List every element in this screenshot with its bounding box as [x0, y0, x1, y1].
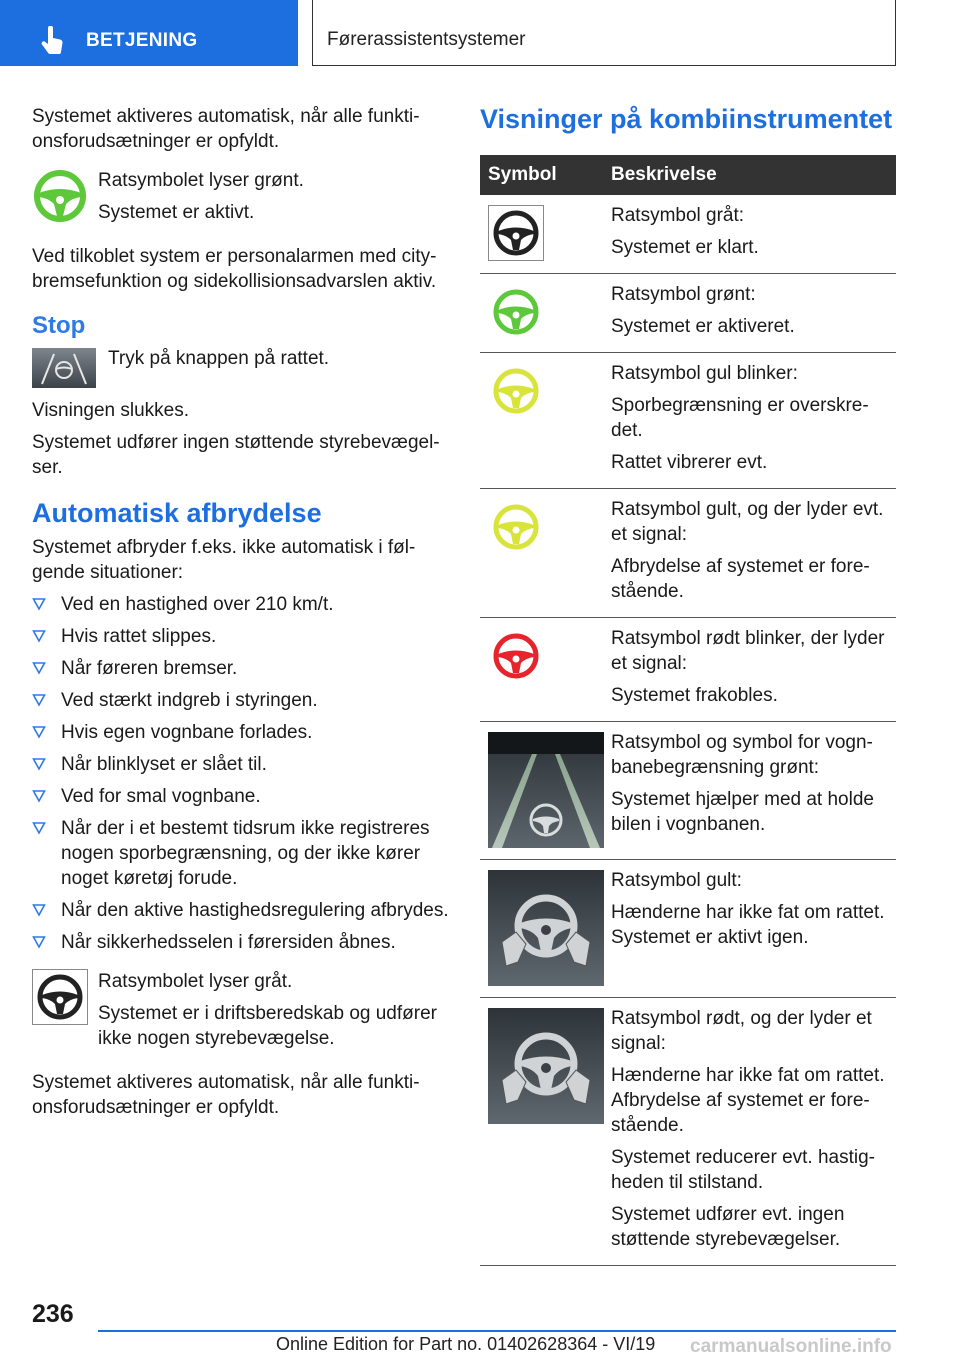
section-title: Førerassistentsystemer — [327, 29, 526, 50]
list-item-text: Ved for smal vognbane. — [61, 786, 261, 807]
gray-indicator-block — [32, 969, 450, 1058]
description-line: Rattet vibrerer evt. — [611, 452, 768, 473]
description-cell — [611, 203, 896, 267]
description-line: Hænderne har ikke fat om rattet. Afbrydelse af systemet er fore-stående. — [611, 1065, 885, 1136]
description-cell — [611, 626, 896, 715]
description-line: Systemet reducerer evt. hastig-heden til stilstand. — [611, 1147, 875, 1193]
steering-wheel-gray-icon — [32, 969, 88, 1025]
list-item-text: Hvis rattet slippes. — [61, 626, 217, 647]
description-line: Ratsymbol gult, og der lyder evt. et signal: — [611, 499, 884, 545]
table-body — [480, 195, 896, 1266]
page-number: 236 — [32, 1300, 74, 1328]
stop-block — [32, 348, 450, 388]
green-indicator-line-2: Systemet er aktivt. — [98, 202, 255, 223]
chapter-tab[interactable] — [0, 0, 298, 66]
list-item-text: Når der i et bestemt tidsrum ikke registreres nogen sporbegrænsning, og der ikke kører noget køretøj forude. — [61, 818, 430, 889]
description-line: Systemet hjælper med at holde bilen i vognbanen. — [611, 789, 874, 835]
list-item — [32, 752, 450, 777]
description-line: Ratsymbol grønt: — [611, 284, 756, 305]
symbol-cell — [480, 282, 611, 346]
symbol-cell — [480, 361, 611, 482]
triangle-bullet-icon — [32, 597, 46, 611]
situation-list — [32, 592, 450, 955]
table-row — [480, 195, 896, 274]
list-item-text: Hvis egen vognbane forlades. — [61, 722, 313, 743]
description-line: Sporbegrænsning er overskre-det. — [611, 395, 869, 441]
triangle-bullet-icon — [32, 935, 46, 949]
steering-wheel-gray-icon — [488, 205, 544, 266]
steering-wheel-red-icon — [488, 628, 544, 689]
gray-indicator-line-2: Systemet er i driftsberedskab og udfører ikke nogen styrebevægelse. — [98, 1003, 437, 1049]
description-line: Ratsymbol og symbol for vogn-banebegrænsning grønt: — [611, 732, 873, 778]
triangle-bullet-icon — [32, 629, 46, 643]
description-cell — [611, 282, 896, 346]
list-item — [32, 688, 450, 713]
table-row — [480, 618, 896, 722]
triangle-bullet-icon — [32, 725, 46, 739]
chapter-label: BETJENING — [86, 30, 198, 51]
list-item-text: Ved stærkt indgreb i styringen. — [61, 690, 318, 711]
hands-off-red-icon — [488, 1008, 604, 1129]
list-item-text: Når den aktive hastighedsregulering afbrydes. — [61, 900, 449, 921]
footer-rule — [98, 1330, 896, 1332]
auto-heading: Automatisk afbrydelse — [32, 498, 322, 528]
description-line: Systemet udfører evt. ingen støttende styrebevægelser. — [611, 1204, 845, 1250]
symbol-cell — [480, 203, 611, 267]
description-line: Systemet er aktiveret. — [611, 316, 795, 337]
table-row — [480, 860, 896, 998]
table-row — [480, 489, 896, 618]
gray-indicator-line-1: Ratsymbolet lyser gråt. — [98, 971, 293, 992]
description-cell — [611, 361, 896, 482]
edition-text: Online Edition for Part no. 01402628364 - VI/19 — [276, 1334, 656, 1354]
list-item — [32, 656, 450, 681]
green-indicator-block — [32, 168, 450, 232]
steering-assist-button-icon[interactable] — [32, 348, 96, 388]
description-line: Ratsymbol rødt blinker, der lyder et signal: — [611, 628, 885, 674]
steering-wheel-green-icon — [32, 168, 88, 224]
description-cell — [611, 1006, 896, 1259]
triangle-bullet-icon — [32, 903, 46, 917]
symbol-cell — [480, 730, 611, 853]
list-item-text: Når sikkerhedsselen i førersiden åbnes. — [61, 932, 396, 953]
right-column — [480, 104, 896, 1266]
triangle-bullet-icon — [32, 661, 46, 675]
list-item — [32, 720, 450, 745]
symbol-cell — [480, 1006, 611, 1259]
table-header — [480, 155, 896, 195]
symbol-cell — [480, 626, 611, 715]
list-item-text: Når blinklyset er slået til. — [61, 754, 267, 775]
list-item — [32, 898, 450, 923]
watermark: carmanualsonline.info — [690, 1336, 892, 1357]
description-line: Hænderne har ikke fat om rattet. Systemet er aktivt igen. — [611, 902, 885, 948]
triangle-bullet-icon — [32, 789, 46, 803]
stop-heading: Stop — [32, 312, 86, 339]
list-item-text: Når føreren bremser. — [61, 658, 238, 679]
triangle-bullet-icon — [32, 693, 46, 707]
green-indicator-line-1: Ratsymbolet lyser grønt. — [98, 170, 304, 191]
table-row — [480, 274, 896, 353]
stop-instruction: Tryk på knappen på rattet. — [108, 348, 330, 369]
hands-off-yellow-icon — [488, 870, 604, 991]
outro-text: Systemet aktiveres automatisk, når alle funkti-onsforudsætninger er opfyldt. — [32, 1072, 420, 1118]
list-item — [32, 930, 450, 955]
description-line: Ratsymbol gult: — [611, 870, 742, 891]
hand-pointer-icon — [40, 26, 66, 56]
description-line: Afbrydelse af systemet er fore-stående. — [611, 556, 870, 602]
section-title-box — [312, 0, 896, 66]
left-column — [32, 104, 450, 1127]
stop-result-2: Systemet udfører ingen støttende styrebevægel-ser. — [32, 432, 440, 478]
description-line: Systemet er klart. — [611, 237, 759, 258]
list-item-text: Ved en hastighed over 210 km/t. — [61, 594, 334, 615]
list-item — [32, 816, 450, 891]
after-green-text: Ved tilkoblet system er personalarmen med city-bremsefunktion og sidekollisionsadvarslen aktiv. — [32, 246, 437, 292]
triangle-bullet-icon — [32, 821, 46, 835]
table-heading: Visninger på kombiinstrumentet — [480, 104, 893, 134]
description-line: Ratsymbol gråt: — [611, 205, 745, 226]
description-cell — [611, 730, 896, 853]
table-row — [480, 722, 896, 860]
list-item — [32, 784, 450, 809]
triangle-bullet-icon — [32, 757, 46, 771]
steering-wheel-green-icon — [488, 284, 544, 345]
list-item — [32, 592, 450, 617]
list-item — [32, 624, 450, 649]
description-line: Systemet frakobles. — [611, 685, 778, 706]
description-cell — [611, 868, 896, 991]
steering-wheel-yellow-icon — [488, 363, 544, 424]
stop-result-1: Visningen slukkes. — [32, 400, 190, 421]
symbol-cell — [480, 497, 611, 611]
col-symbol-header: Symbol — [488, 164, 557, 185]
description-line: Ratsymbol rødt, og der lyder et signal: — [611, 1008, 872, 1054]
steering-wheel-yellow-icon — [488, 499, 544, 560]
intro-text: Systemet aktiveres automatisk, når alle funkti-onsforudsætninger er opfyldt. — [32, 106, 420, 152]
description-line: Ratsymbol gul blinker: — [611, 363, 798, 384]
description-cell — [611, 497, 896, 611]
table-row — [480, 998, 896, 1266]
lane-display-icon — [488, 732, 604, 853]
col-desc-header: Beskrivelse — [611, 164, 717, 185]
table-row — [480, 353, 896, 489]
symbol-cell — [480, 868, 611, 991]
auto-intro: Systemet afbryder f.eks. ikke automatisk i føl-gende situationer: — [32, 537, 416, 583]
